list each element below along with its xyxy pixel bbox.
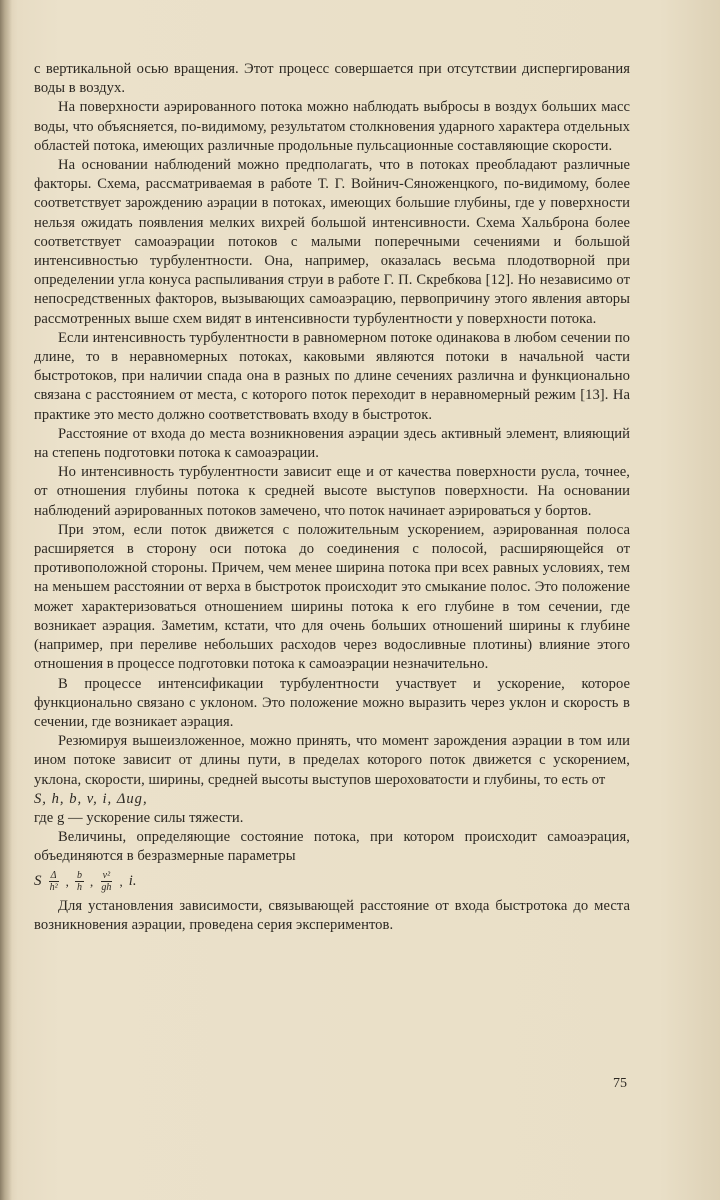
gravity-definition: где g — ускорение силы тяжести. (34, 809, 244, 826)
paragraph-9: Резюмируя вышеизложенное, можно принять, что момент зарождения аэрации в том или ином потоке зависит от длины пути, в пределах которого поток движется с ускорением, уклона, скорости, ширины, средней высоты выступов шероховатости и глубины, то есть от (34, 733, 630, 788)
param-1-denominator: h² (49, 882, 58, 894)
binding-shadow (0, 0, 12, 1200)
param-2-denominator: h (76, 882, 83, 894)
paragraph-6: Но интенсивность турбулентности зависит еще и от качества поверхности русла, точнее, от отношения глубины потока к средней высоте выступов поверхности. На основании наблюдений аэрированных потоков замечено, что поток начинает аэрироваться у бортов. (34, 464, 630, 519)
paragraph-5: Расстояние от входа до места возникновения аэрации здесь активный элемент, влияющий на степень подготовки потока к самоаэрации. (34, 425, 630, 462)
page-number: 75 (613, 1076, 627, 1091)
param-fraction-v2-gh (99, 870, 113, 893)
param-fraction-delta-h2 (48, 870, 60, 893)
param-i: i. (128, 872, 137, 889)
param-2-numerator: b (76, 870, 83, 882)
final-paragraph: Для установления зависимости, связывающей расстояние от входа быстротока до места возникновения аэрации, проведена серия экспериментов. (34, 897, 630, 933)
paragraph-4: Если интенсивность турбулентности в равномерном потоке одинакова в любом сечении по длине, то в неравномерных потоках, каковыми являются потоки в начальной части быстротоков, при наличии спада она в разных по длине сечениях различна и функционально связана с расстоянием от места, с которого поток переходит в неравномерный режим [13]. На практике это место должно соответствовать входу в быстроток. (34, 329, 630, 423)
param-separator: , (119, 873, 123, 889)
paragraph-8: В процессе интенсификации турбулентности участвует и ускорение, которое функционально связано с уклоном. Это положение можно выразить через уклон и скорость в сечении, где возникает аэрация. (34, 675, 630, 730)
param-1-numerator: Δ (50, 870, 57, 882)
parameters-intro: Величины, определяющие состояние потока, при котором происходит самоаэрация, объединяются в безразмерные параметры (34, 829, 630, 865)
paragraph-3: На основании наблюдений можно предполагать, что в потоках преобладают различные факторы. Схема, рассматриваемая в работе Т. Г. Войнич-Сяноженцкого, по-видимому, более соответствует зарождению аэрации в потоках, имеющих большие глубины, где у поверхности нельзя ожидать появления мелких вихрей большой интенсивности. Схема Хальброна более соответствует самоаэрации потоков с малыми поперечными сечениями и большой интенсивностью турбулентности. Она, например, оказалась весьма плодотворной при определении угла конуса распыливания струи в работе Г. П. Скребкова [12]. Но независимо от непосредственных факторов, вызывающих самоаэрацию, первопричину этого явления авторы рассмотренных выше схем видят в интенсивности турбулентности у поверхности потока. (34, 157, 630, 327)
paragraph-2: На поверхности аэрированного потока можно наблюдать выбросы в воздух больших масс воды, что объясняется, по-видимому, результатом столкновения ударного характера отдельных областей потока, имеющих различные продольные пульсационные составляющие скорости. (34, 99, 630, 154)
param-3-denominator: gh (101, 882, 112, 894)
body-text (34, 60, 630, 935)
param-separator: , (90, 873, 94, 889)
dimensionless-parameters (34, 869, 630, 895)
paragraph-1: с вертикальной осью вращения. Этот процесс совершается при отсутствии диспергирования воды в воздух. (34, 61, 630, 97)
param-s: S (34, 872, 42, 889)
paragraph-7: При этом, если поток движется с положительным ускорением, аэрированная полоса расширяется в сторону оси потока до соединения с полосой, расширяющейся от противоположной стороны. Причем, чем менее ширина потока при всех равных условиях, тем на меньшем расстоянии от верха в быстроток происходит это смыкание полос. Это положение может характеризоваться отношением ширины потока к его глубине в том сечении, где возникает аэрация. Заметим, кстати, что для очень больших отношений ширины к глубине (например, при переливе небольших расходов через водосливные плотины) влияние этого отношения в процессе подготовки потока к самоаэрации незначительно. (34, 521, 630, 673)
param-fraction-b-h (75, 870, 84, 893)
param-separator: , (65, 873, 69, 889)
param-3-numerator: v² (102, 870, 111, 882)
variables-line: S, h, b, v, i, Δиg, (34, 790, 148, 807)
